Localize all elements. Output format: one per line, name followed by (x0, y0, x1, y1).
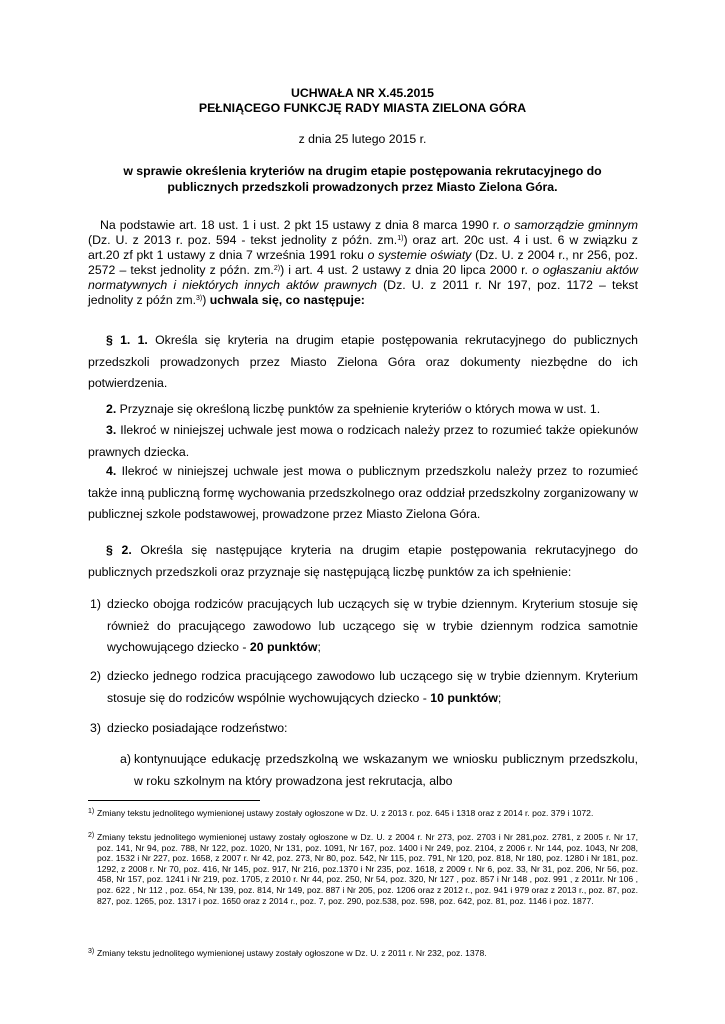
criterion-subitem-3a (120, 749, 638, 792)
footnote-separator (88, 800, 260, 801)
section-1-paragraph-3 (88, 420, 638, 463)
footnote-ref: 1) (397, 235, 404, 242)
list-number: 3) (90, 721, 101, 735)
paragraph-text: Określa się następujące kryteria na drugim etapie postępowania rekrutacyjnego do publicznych przedszkoli oraz przyznaje się następującą liczbę punktów za ich spełnienie: (88, 543, 638, 579)
footnote-ref: 2) (273, 265, 281, 272)
footnote-mark: 1) (88, 808, 95, 815)
criterion-item-1 (88, 594, 638, 659)
footnote-1 (88, 808, 638, 819)
paragraph-text: Określa się kryteria na drugim etapie postępowania rekrutacyjnego do publicznych przedszkoli prowadzonych przez Miasto Zielona Góra oraz dokumenty niezbędne do ich potwierdzenia. (88, 333, 639, 390)
paragraph-text: Ilekroć w niniejszej uchwale jest mowa o rodzicach należy przez to rozumieć także opiekunów prawnych dziecka. (88, 423, 638, 459)
preamble (88, 218, 638, 308)
list-number: 2) (90, 669, 101, 683)
footnote-text: Zmiany tekstu jednolitego wymienionej ustawy zostały ogłoszone w Dz. U. z 2004 r. Nr 273, poz. 2703 i Nr 281,poz. 2781, z 2005 r. Nr 17, poz. 141, Nr 94, poz. 788, Nr 122, poz. 1020, Nr 131, poz. 1091, Nr 167, poz. 1400 i Nr 249, poz. 2104, z 2006 r. Nr 144, poz. 1043, Nr 208, poz. 1532 i Nr 227, poz. 1658, z 2007 r. Nr 42, poz. 273, Nr 80, poz. 542, Nr 115, poz. 791, Nr 120, poz. 818, Nr 180, poz. 1280 i Nr 181, poz. 1292, z 2008 r. Nr 70, poz. 416, Nr 145, poz. 917, Nr 216, poz.1370 i Nr 235, poz. 1618, z 2009 r. Nr 6, poz. 33, Nr 31, poz. 206, Nr 56, poz. 458, Nr 157, poz. 1241 i Nr 219, poz. 1705, z 2010 r. Nr 44, poz. 250, Nr 54, poz. 320, Nr 127 , poz. 857 i Nr 148 , poz. 991 , z 2011r. Nr 106 , poz. 622 , Nr 112 , poz. 654, Nr 139, poz. 814, Nr 149, poz. 887 i Nr 205, poz. 1206 oraz z 2012 r., poz. 941 i 979 oraz z 2013 r., poz. 87, poz. 827, poz. 1265, poz. 1317 i poz. 1650 oraz z 2014 r., poz. 7, poz. 290, poz.538, poz. 598, poz. 642, poz. 81, poz. 1146 i poz. 1877. (97, 832, 638, 906)
criterion-item-2 (88, 666, 638, 709)
preamble-act-title: o ogłaszaniu aktów normatywnych i niektórych innych aktów prawnych (88, 263, 638, 292)
footnote-mark: 2) (88, 832, 95, 839)
criterion-text: dziecko posiadające rodzeństwo: (107, 721, 288, 735)
paragraph-text: Przyznaje się określoną liczbę punktów za spełnienie kryteriów o których mowa w ust. 1. (116, 402, 601, 416)
issuing-authority: PEŁNIĄCEGO FUNKCJĘ RADY MIASTA ZIELONA GÓRA (198, 101, 527, 115)
section-1-paragraph-2 (88, 399, 638, 421)
resolution-subject: w sprawie określenia kryteriów na drugim etapie postępowania rekrutacyjnego do publicznych przedszkoli prowadzonych przez Miasto Zielona Góra. (123, 164, 602, 194)
footnote-ref: 3) (196, 295, 203, 302)
paragraph-number: § 1. 1. (106, 333, 148, 347)
footnote-mark: 3) (88, 948, 95, 955)
preamble-act-title: o systemie oświaty (367, 248, 472, 262)
paragraph-number: 2. (106, 402, 117, 416)
criterion-points: 10 punktów (430, 690, 498, 705)
paragraph-text: Ilekroć w niniejszej uchwale jest mowa o publicznym przedszkolu należy przez to rozumieć także inną publiczną formę wychowania przedszkolnego oraz oddział przedszkolny zorganizowany w publicznej szkole podstawowej, prowadzone przez Miasto Zielona Góra. (88, 464, 638, 521)
list-letter: a) (120, 752, 131, 766)
section-number: § 2. (106, 543, 132, 557)
preamble-text: (Dz. U. z 2004 r., nr 256, poz. 2572 – tekst jednolity z późn. zm. (88, 248, 638, 277)
preamble-text: ) (202, 293, 210, 307)
criterion-points: 20 punktów (249, 640, 318, 654)
paragraph-number: 3. (106, 423, 117, 437)
section-1-paragraph-1 (88, 330, 638, 395)
footnote-text: Zmiany tekstu jednolitego wymienionej ustawy zostały ogłoszone w Dz. U. z 2013 r. poz. 645 i 1318 oraz z 2014 r. poz. 379 i 1072. (97, 808, 594, 818)
preamble-text: Na podstawie art. 18 ust. 1 i ust. 2 pkt 15 ustawy z dnia 8 marca 1990 r. (100, 218, 504, 232)
section-2-intro (88, 540, 638, 583)
footnote-3 (88, 948, 638, 959)
paragraph-number: 4. (106, 464, 117, 478)
footnote-text: Zmiany tekstu jednolitego wymienionej ustawy zostały ogłoszone w Dz. U. z 2011 r. Nr 232, poz. 1378. (97, 948, 487, 958)
criterion-text: kontynuujące edukację przedszkolną we wskazanym we wniosku publicznym przedszkolu, w roku szkolnym na który prowadzona jest rekrutacja, albo (134, 752, 638, 788)
criterion-text: dziecko jednego rodzica pracującego zawodowo lub uczącego się w trybie dziennym. Kryterium stosuje się do rodziców wspólnie wychowujących dziecko - (107, 669, 638, 705)
preamble-text: ) i art. 4 ust. 2 ustawy z dnia 20 lipca 2000 r. (280, 263, 533, 277)
resolution-number: UCHWAŁA NR X.45.2015 (290, 86, 435, 100)
preamble-text: ) oraz art. 20c ust. 4 i ust. 6 w związku z art.20 zf pkt 1 ustawy z dnia 7 września 1991 roku (88, 233, 638, 262)
resolution-date: z dnia 25 lutego 2015 r. (298, 132, 427, 146)
preamble-act-title: o samorządzie gminnym (503, 218, 638, 232)
criterion-item-3 (88, 718, 638, 740)
criterion-text: ; (497, 690, 502, 705)
preamble-text: (Dz. U. z 2011 r. Nr 197, poz. 1172 – tekst jednolity z późn zm. (88, 278, 638, 307)
criterion-text: dziecko obojga rodziców pracujących lub uczących się w trybie dziennym. Kryterium stosuje się również do pracującego zawodowo lub uczącego się w trybie dziennym rodzica samotnie wychowującego dziecko - (107, 597, 638, 654)
enacting-clause: uchwala się, co następuje: (209, 293, 365, 307)
footnote-2 (88, 832, 638, 906)
section-1-paragraph-4 (88, 461, 638, 526)
criterion-text: ; (317, 640, 321, 654)
preamble-text: (Dz. U. z 2013 r. poz. 594 - tekst jednolity z późn. zm. (88, 233, 398, 247)
list-number: 1) (90, 597, 101, 611)
